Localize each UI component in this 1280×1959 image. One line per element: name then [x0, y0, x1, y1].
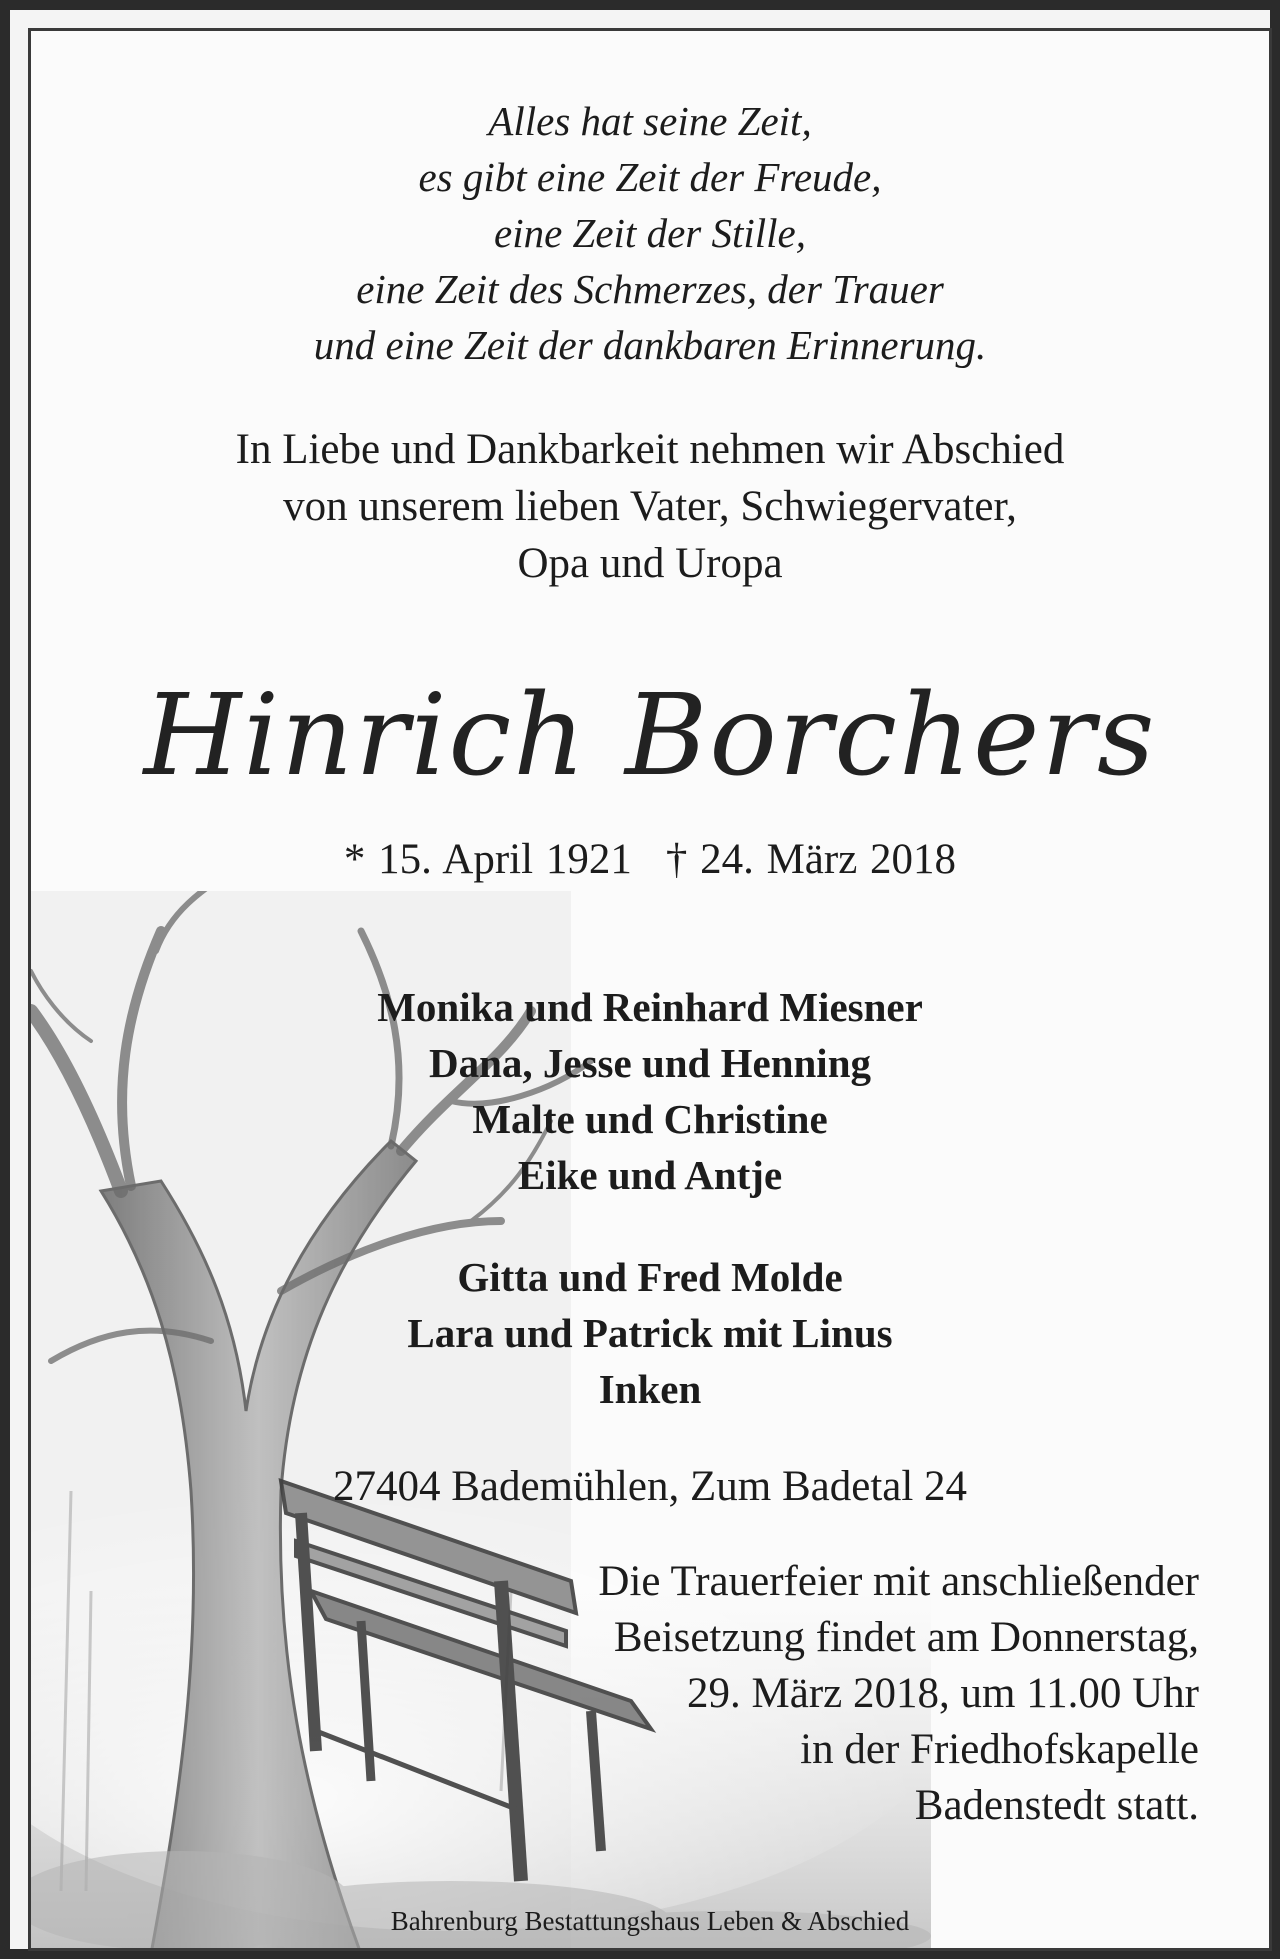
verse-line: Alles hat seine Zeit,	[488, 98, 812, 144]
service-info-line: 29. März 2018, um 11.00 Uhr	[687, 1670, 1199, 1717]
death-date: † 24. März 2018	[665, 836, 957, 883]
mourner-line: Dana, Jesse und Henning	[428, 1040, 871, 1086]
intro-line: von unserem lieben Vater, Schwiegervater,	[283, 483, 1017, 530]
service-info-line: Die Trauerfeier mit anschließender	[598, 1558, 1199, 1605]
mourner-line: Inken	[598, 1366, 702, 1412]
life-dates	[31, 831, 1269, 889]
deceased-name: Hinrich Borchers	[143, 671, 1157, 801]
mourner-line: Malte und Christine	[472, 1096, 828, 1142]
service-info-line: in der Friedhofskapelle	[800, 1726, 1199, 1773]
verse-line: eine Zeit des Schmerzes, der Trauer	[356, 266, 944, 312]
birth-date: * 15. April 1921	[343, 836, 632, 883]
obituary-notice	[28, 28, 1272, 1951]
intro-line: Opa und Uropa	[517, 540, 783, 587]
mourner-line: Monika und Reinhard Miesner	[377, 984, 923, 1030]
service-info-line: Badenstedt statt.	[914, 1782, 1199, 1829]
intro-line: In Liebe und Dankbarkeit nehmen wir Abschied	[235, 426, 1065, 473]
mourner-line: Gitta und Fred Molde	[457, 1254, 843, 1300]
family-address: 27404 Bademühlen, Zum Badetal 24	[332, 1463, 968, 1510]
service-info-line: Beisetzung findet am Donnerstag,	[613, 1614, 1199, 1661]
verse-line: eine Zeit der Stille,	[494, 210, 806, 256]
verse-line: es gibt eine Zeit der Freude,	[418, 154, 882, 200]
mourner-line: Eike und Antje	[517, 1152, 783, 1198]
funeral-home-credit: Bahrenburg Bestattungshaus Leben & Abschied	[390, 1906, 910, 1936]
mourner-line: Lara und Patrick mit Linus	[407, 1310, 893, 1356]
verse-line: und eine Zeit der dankbaren Erinnerung.	[313, 322, 987, 368]
